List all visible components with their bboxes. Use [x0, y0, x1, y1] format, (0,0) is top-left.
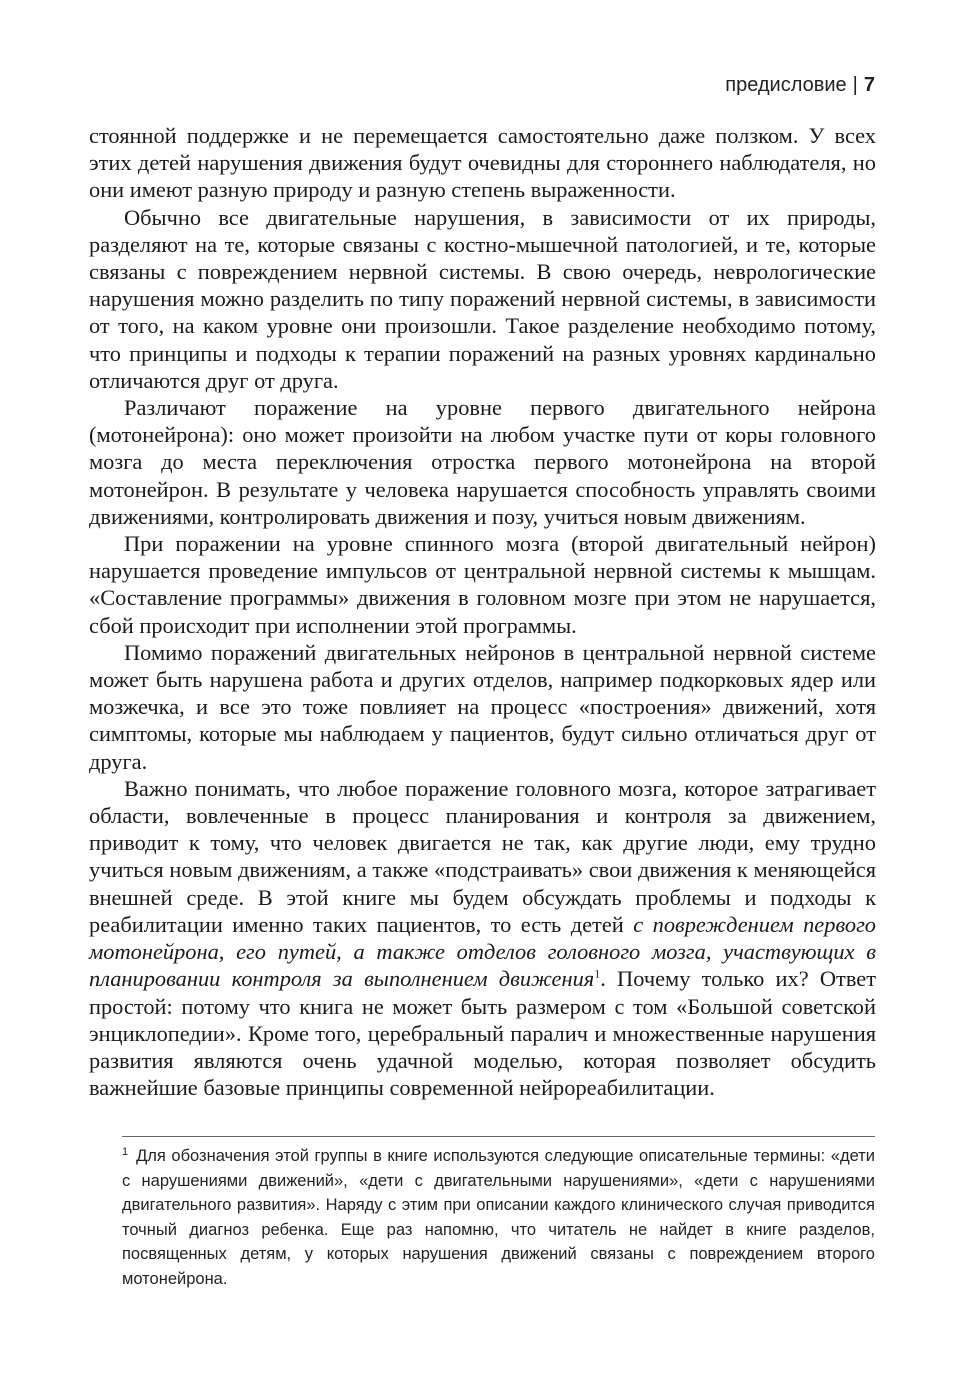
page-number: 7	[863, 74, 875, 96]
paragraph-2: Обычно все двигательные нарушения, в зависимости от их природы, разделяют на те, которые связаны с костно-мышечной патологией, и те, которые связаны с повреждением нервной системы. В свою очередь, неврологические нарушения можно разделить по типу поражений нервной системы, в зависимости от того, на каком уровне они произошли. Такое разделение необходимо потому, что принципы и подходы к терапии поражений на разных уровнях кардинально отличаются друг от друга.	[89, 204, 876, 393]
paragraph-6-text-before: Важно понимать, что любое поражение головного мозга, которое затрагивает области, вовлеченные в процесс планирования и контроля за движением, приводит к тому, что человек двигается не так, как другие люди, ему трудно учиться новым движениям, а также «подстраивать» свои движения к меняющейся внешней среде. В этой книге мы будем обсуждать проблемы и подходы к реабилитации именно таких пациентов, то есть детей	[89, 775, 876, 937]
footnote-mark: 1	[122, 1145, 129, 1158]
footnote-reference[interactable]: 1	[594, 966, 601, 981]
paragraph-4: При поражении на уровне спинного мозга (второй двигательный нейрон) нарушается проведение импульсов от центральной нервной системы к мышцам. «Составление программы» движения в головном мозге при этом не нарушается, сбой происходит при исполнении этой программы.	[89, 531, 876, 638]
section-title: предисловие	[725, 74, 847, 96]
footnote-divider	[122, 1136, 875, 1137]
main-text	[89, 122, 876, 1101]
running-header	[725, 74, 875, 97]
paragraph-6	[89, 775, 876, 1101]
paragraph-1: стоянной поддержке и не перемещается самостоятельно даже ползком. У всех этих детей нарушения движения будут очевидны для стороннего наблюдателя, но они имеют разную природу и разную степень выраженности.	[89, 123, 876, 203]
footnote	[122, 1144, 875, 1291]
paragraph-6-italic: с повреждением первого мотонейрона, его путей, а также отделов головного мозга, участвующих в планировании контроля за выполнением движения	[89, 911, 876, 992]
paragraph-3: Различают поражение на уровне первого двигательного нейрона (мотонейрона): оно может произойти на любом участке пути от коры головного мозга до места переключения отростка первого мотонейрона на второй мотонейрон. В результате у человека нарушается способность управлять своими движениями, контролировать движения и позу, учиться новым движениям.	[89, 395, 876, 529]
paragraph-5: Помимо поражений двигательных нейронов в центральной нервной системе может быть нарушена работа и других отделов, например подкорковых ядер или мозжечка, и все это тоже повлияет на процесс «построения» движений, хотя симптомы, которые мы наблюдаем у пациентов, будут сильно отличаться друг от друга.	[89, 639, 876, 774]
header-separator: |	[852, 74, 858, 96]
footnote-text: Для обозначения этой группы в книге используются следующие описательные термины: «дети с нарушениями движений», «дети с двигательными нарушениями», «дети с нарушениями двигательного развития». Наряду с этим при описании каждого клинического случая приводится точный диагноз ребенка. Еще раз напомню, что читатель не найдет в книге разделов, посвященных детям, у которых нарушения движений связаны с повреждением второго мотонейрона.	[122, 1147, 875, 1288]
paragraph-6-text-after: . Почему только их? Ответ простой: потому что книга не может быть размером с том «Большой советской энциклопедии». Кроме того, церебральный паралич и множественные нарушения развития являются очень удачной моделью, которая позволяет обсудить важнейшие базовые принципы современной нейрореабилитации.	[89, 966, 876, 1101]
